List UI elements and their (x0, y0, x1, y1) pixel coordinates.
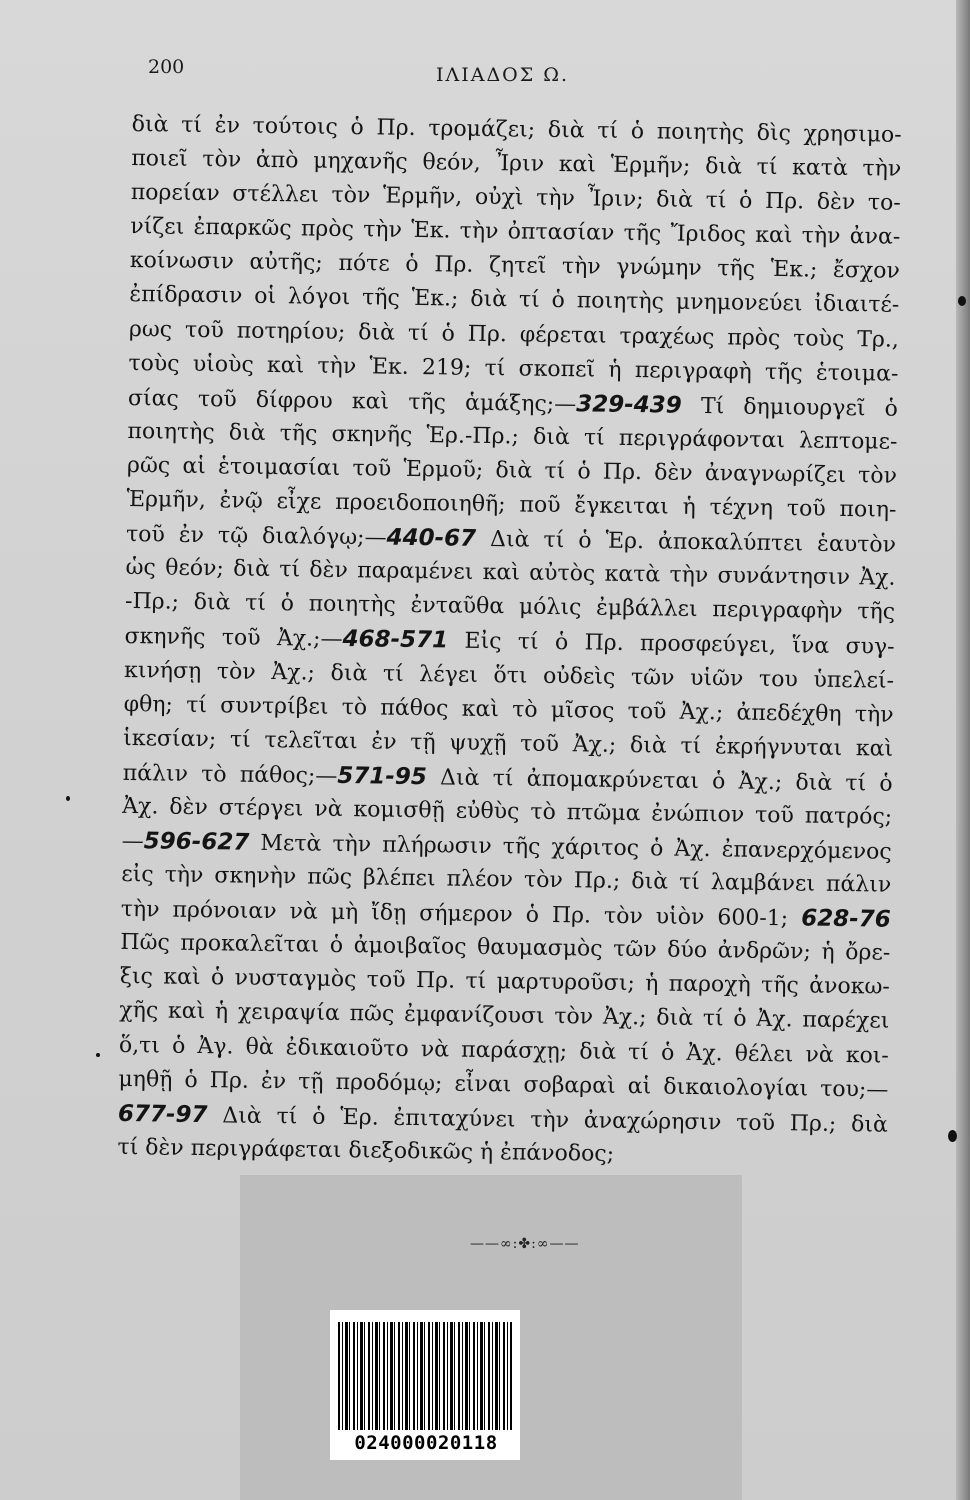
text-run: πάλιν τὸ πάθος;— (122, 760, 338, 789)
text-run: Μετὰ τὴν πλήρωσιν τῆς χάριτος ὁ Ἀχ. ἐπανερχόμενος (249, 830, 892, 865)
verse-range: 677-97 (117, 1100, 208, 1128)
text-run: ξις καὶ ὁ νυσταγμὸς τοῦ Πρ. τί μαρτυροῦσι; ἡ παροχὴ τῆς ἀνοκω- (119, 964, 890, 1001)
margin-speck (948, 1130, 957, 1142)
text-run: Διὰ τί ὁ Ἑρ. ἐπιταχύνει τὴν ἀναχώρησιν τοῦ Πρ.; διὰ (207, 1102, 889, 1138)
text-run: εἰς τὴν σκηνὴν πῶς βλέπει πλέον τὸν Πρ.; διὰ τί λαμβάνει πάλιν (121, 861, 892, 898)
text-run: τοῦ ἐν τῷ διαλόγῳ;— (125, 522, 387, 551)
text-run: τοὺς υἱοὺς καὶ τὴν Ἑκ. 219; τί σκοπεῖ ἡ περιγραφὴ τῆς ἑτοιμα- (128, 350, 899, 387)
text-run: ρως τοῦ ποτηρίου; διὰ τί ὁ Πρ. φέρεται τραχέως πρὸς τοὺς Τρ., (128, 316, 900, 353)
text-run: ὡς θεόν; διὰ τί δὲν παραμένει καὶ αὐτὸς κατὰ τὴν συνάντησιν Ἀχ. (125, 555, 896, 591)
text-run: ρῶς αἱ ἑτοιμασίαι τοῦ Ἑρμοῦ; διὰ τί ὁ Πρ. δὲν ἀναγνωρίζει τὸν (126, 452, 898, 489)
running-head: ΙΛΙΑΔΟΣ Ω. (436, 64, 570, 86)
text-run: ἐπίδρασιν οἱ λόγοι τῆς Ἑκ.; διὰ τί ὁ ποιητὴς μνημονεύει ἰδιαιτέ- (129, 282, 900, 319)
text-run: Διὰ τί ἀπομακρύνεται ὁ Ἀχ.; διὰ τί ὁ (426, 764, 893, 797)
verse-range: 596-627 (143, 828, 250, 856)
margin-speck (958, 296, 966, 306)
text-run: διὰ τί ἐν τούτοις ὁ Πρ. τρομάζει; διὰ τί ὁ ποιητὴς δὶς χρησιμο- (131, 111, 902, 148)
verse-range: 628-76 (800, 905, 891, 933)
text-run: Ἑρμῆν, ἐνῷ εἶχε προειδοποιηθῆ; ποῦ ἔγκειται ἡ τέχνη τοῦ ποιη- (126, 486, 897, 523)
text-run: -Πρ.; διὰ τί ὁ ποιητὴς ἐνταῦθα μόλις ἐμβάλλει περιγραφὴν τῆς (124, 589, 896, 626)
text-run: ποιητὴς διὰ τῆς σκηνῆς Ἑρ.-Πρ.; διὰ τί περιγράφονται λεπτομε- (127, 418, 898, 455)
barcode-bars (338, 1322, 512, 1430)
text-run: σίας τοῦ δίφρου καὶ τῆς ἁμάξης;— (127, 385, 577, 417)
text-run: Διὰ τί ὁ Ἑρ. ἀποκαλύπτει ἑαυτὸν (475, 526, 897, 558)
text-run: τὴν πρόνοιαν νὰ μὴ ἴδῃ σήμερον ὁ Πρ. τὸν υἱὸν 600-1; (120, 897, 802, 932)
text-run: χῆς καὶ ἡ χειραψία πῶς ἐμφανίζουσι τὸν Ἀχ.; διὰ τί ὁ Ἀχ. παρέχει (119, 998, 890, 1035)
text-run: κοίνωσιν αὐτῆς; πότε ὁ Πρ. ζητεῖ τὴν γνώμην τῆς Ἑκ.; ἔσχον (129, 248, 900, 285)
text-run: κινήσῃ τὸν Ἀχ.; διὰ τί λέγει ὅτι οὐδεὶς τῶν υἱῶν του ὑπελεί- (123, 657, 895, 694)
text-run: νίζει ἐπαρκῶς πρὸς τὴν Ἑκ. τὴν ὀπτασίαν τῆς Ἴριδος καὶ τὴν ἀνα- (130, 214, 901, 251)
text-run: τί δὲν περιγράφεται διεξοδικῶς ἡ ἐπάνοδος; (117, 1134, 615, 1167)
margin-speck (96, 1053, 100, 1057)
margin-speck (66, 796, 70, 801)
verse-range: 468-571 (342, 626, 449, 654)
text-run: Ἀχ. δὲν στέργει νὰ κομισθῇ εὐθὺς τὸ πτῶμα ἐνώπιον τοῦ πατρός; (122, 793, 893, 830)
text-run: — (121, 828, 144, 855)
verse-range: 329-439 (575, 390, 682, 419)
text-run: Εἰς τί ὁ Πρ. προσφεύγει, ἵνα συγ- (447, 628, 895, 661)
verse-range: 571-95 (337, 762, 428, 790)
text-run: ὅ,τι ὁ Ἀγ. θὰ ἐδικαιοῦτο νὰ παράσχῃ; διὰ τί ὁ Ἀχ. θέλει νὰ κοι- (118, 1032, 890, 1069)
text-run: φθη; τί συντρίβει τὸ πάθος καὶ τὸ μῖσος τοῦ Ἀχ.; ἀπεδέχθη τὴν (123, 691, 894, 728)
page-number: 200 (148, 56, 185, 78)
text-run: ἱκεσίαν; τί τελεῖται ἐν τῇ ψυχῇ τοῦ Ἀχ.; διὰ τί ἐκρήγνυται καὶ (123, 725, 894, 762)
verse-range: 440-67 (386, 524, 477, 552)
text-run: Τί δημιουργεῖ ὁ (681, 393, 899, 422)
text-run: ποιεῖ τὸν ἀπὸ μηχανῆς θεόν, Ἶριν καὶ Ἑρμῆν; διὰ τί κατὰ τὴν (131, 146, 902, 182)
page-edge (956, 0, 970, 1500)
barcode-number: 024000020118 (354, 1432, 498, 1454)
text-run: Πῶς προκαλεῖται ὁ ἀμοιβαῖος θαυμασμὸς τῶν δύο ἀνδρῶν; ἡ ὄρε- (120, 930, 891, 966)
text-run: μηθῇ ὁ Πρ. ἐν τῇ προδόμῳ; εἶναι σοβαραὶ αἱ δικαιολογίαι του;— (118, 1066, 889, 1103)
text-run: πορείαν στέλλει τὸν Ἑρμῆν, οὐχὶ τὴν Ἶριν; διὰ τί ὁ Πρ. δὲν το- (130, 180, 901, 216)
body-text (117, 108, 902, 1176)
end-ornament: ——∞:✤:∞—— (470, 1236, 580, 1252)
text-run: σκηνῆς τοῦ Ἀχ.;— (124, 624, 343, 653)
barcode-sticker (330, 1310, 520, 1460)
